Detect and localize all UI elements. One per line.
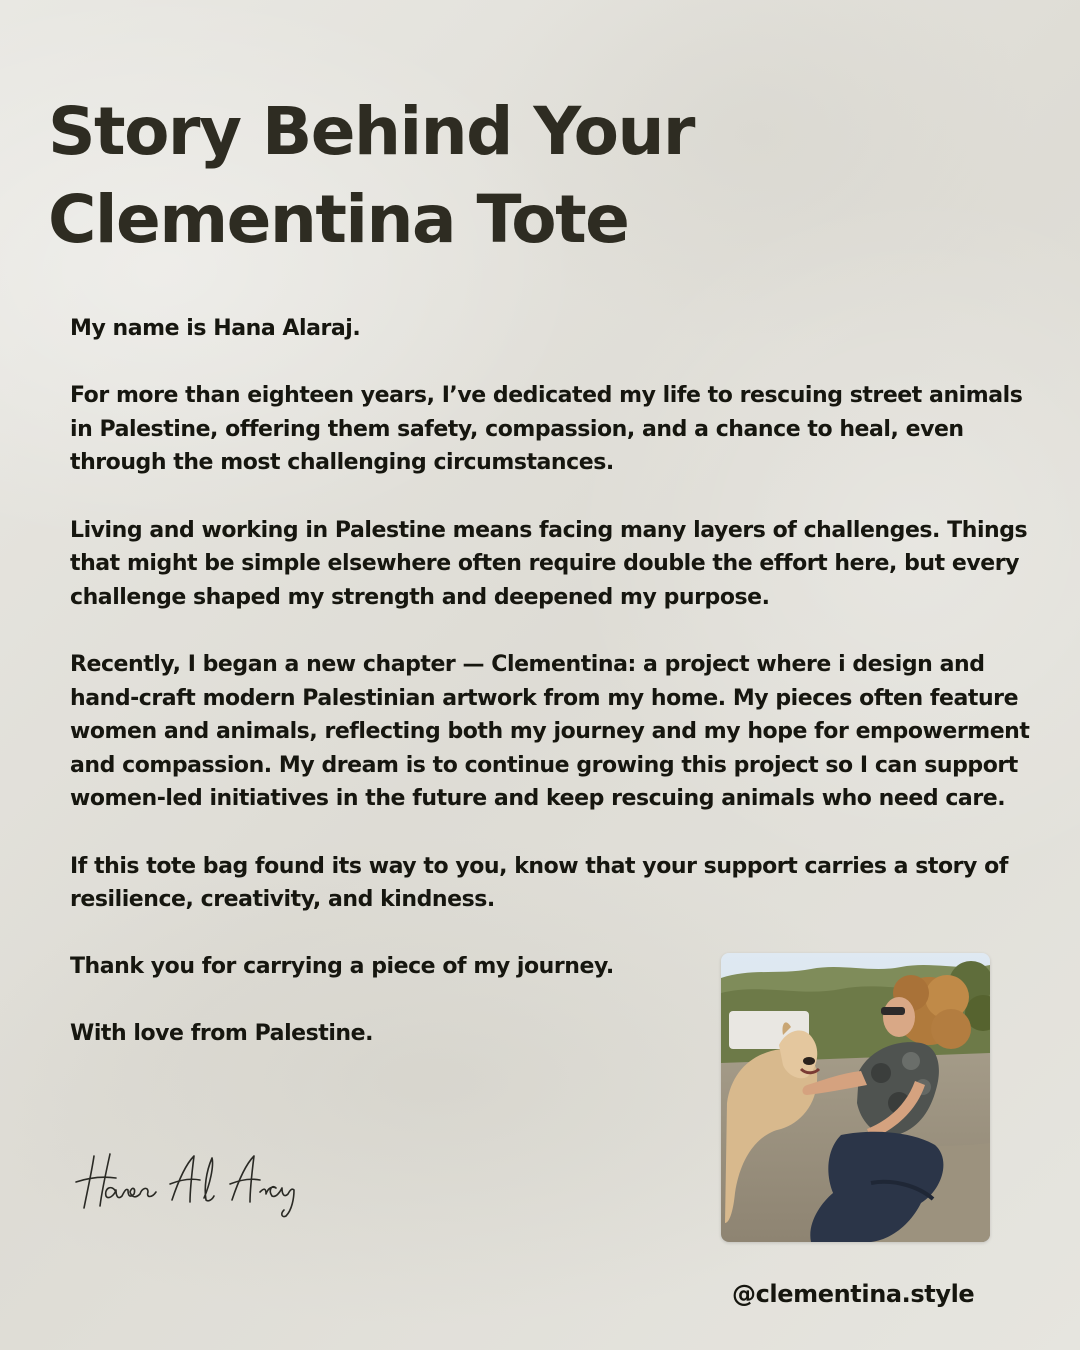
paragraph-tote: If this tote bag found its way to you, know that your support carries a story of resilience, creativity, and kindness. (70, 853, 1008, 913)
social-handle: @clementina.style (732, 1280, 975, 1308)
page-title (48, 88, 694, 264)
paragraph-intro: My name is Hana Alaraj. (70, 316, 361, 341)
paragraph-challenges: Living and working in Palestine means facing many layers of challenges. Things that might be simple elsewhere often require double the effort here, but every challenge shaped my strength and deepened my purpose. (70, 517, 1028, 610)
photo-hana-with-dog (721, 953, 990, 1242)
title-line-2: Clementina Tote (48, 181, 629, 258)
paragraph-rescue: For more than eighteen years, I’ve dedicated my life to rescuing street animals in Palestine, offering them safety, compassion, and a chance to heal, even through the most challenging circumstances. (70, 383, 1023, 476)
paragraph-clementina: Recently, I began a new chapter — Clementina: a project where i design and hand-craft modern Palestinian artwork from my home. My pieces often feature women and animals, reflecting both my journey and my hope for empowerment and compassion. My dream is to continue growing this project so I can support women-led initiatives in the future and keep rescuing animals who need care. (70, 651, 1030, 812)
paragraph-thanks: Thank you for carrying a piece of my journey. (70, 954, 614, 980)
handwritten-signature (72, 1148, 342, 1218)
title-line-1: Story Behind Your (48, 93, 694, 170)
paragraph-closing: With love from Palestine. (70, 1021, 374, 1047)
